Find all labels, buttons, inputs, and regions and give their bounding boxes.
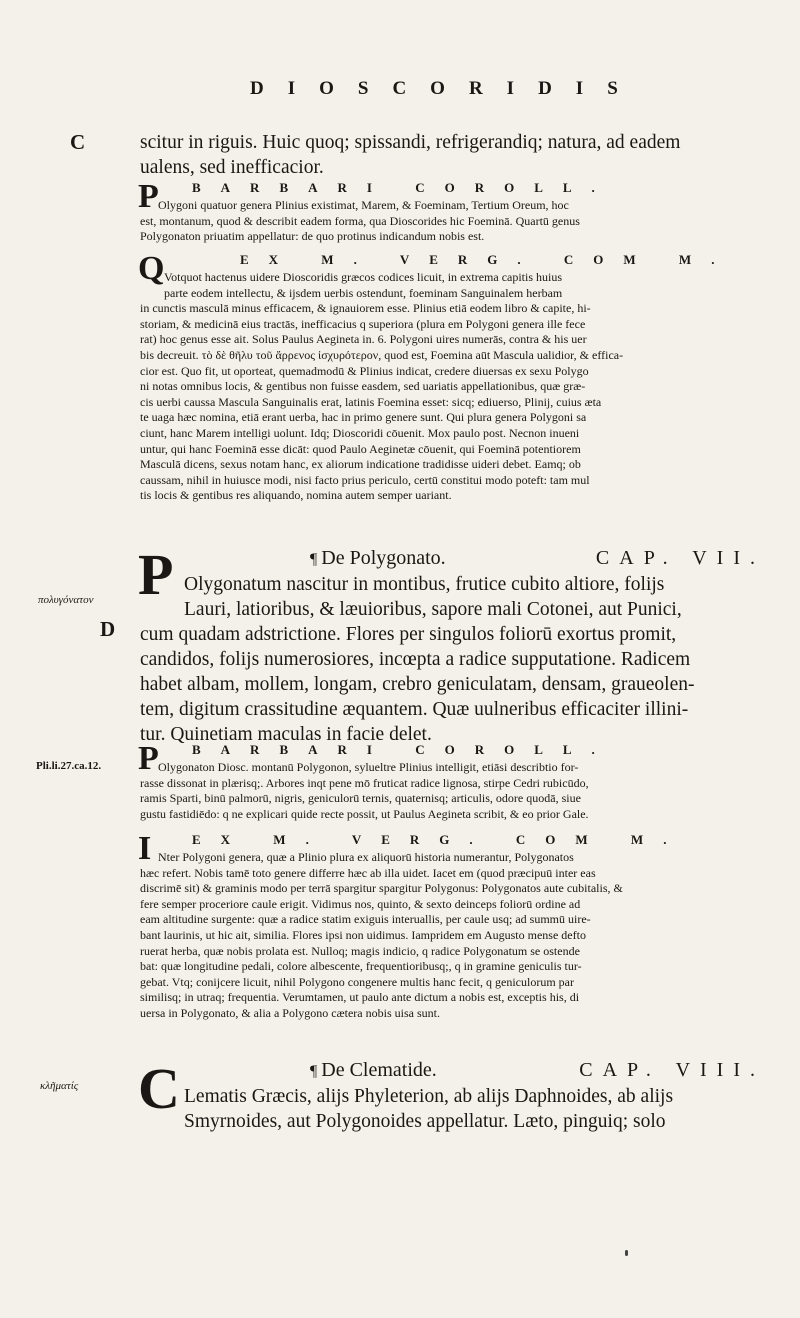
dropcap-p: P [138, 740, 159, 777]
text-line: ni notas omnibus locis, & gentibus non fuisse easdem, sed uariatis appellationibus, quæ græ- [140, 379, 586, 394]
running-header: DIOSCORIDIS [250, 78, 642, 99]
section-heading: BARBARI COROLL. [192, 742, 615, 757]
text-line: Votquot hactenus uidere Dioscoridis græcos codices licuit, in extrema capitis huius [164, 270, 563, 284]
text-line: uersa in Polygonato, & alia a Polygono cætera nobis uisa sunt. [140, 1005, 440, 1020]
text-line: gebat. Vtq; conijcere licuit, nihil Polygono congenere multis hanc fecit, q geniculorum par [140, 974, 574, 989]
chapter-number: CAP. VII. [595, 547, 765, 569]
commentary-section-1 [140, 252, 770, 504]
text-line: fere semper proceriore caule erigit. Vidimus nos, quinto, & sexto deinceps foliorū ordine ad [140, 896, 581, 911]
barbari-text-2 [140, 760, 770, 822]
commentary-text-2 [140, 850, 770, 1022]
text-line: bat: quæ longitudine pedali, colore albescente, frequentioribusq;, q in gramine geniculis tur- [140, 959, 582, 974]
intro-block [140, 130, 770, 180]
text-line: tis locis & gentibus res aliquando, nomina autem semper uariant. [140, 488, 452, 503]
text-line: Polygonaton priuatim appellatur: de quo protinus indicandum nobis est. [140, 229, 485, 244]
commentary-text-1 [140, 270, 770, 504]
dropcap-p-chapter: P [138, 542, 174, 607]
text-line: discrimē sit) & graminis modo per terrā spargitur spargitur Polygonus: Polygonatos aute cubitalis, & [140, 881, 623, 896]
margin-greek-klematis: κλῆματίς [40, 1080, 79, 1092]
section-heading: EX M. VERG. COM M. [240, 252, 735, 267]
dropcap-q: Q [138, 250, 165, 287]
barbari-text-1 [140, 198, 770, 245]
text-line: storiam, & medicinā eius tractās, inefficacius q superiora (plura em Polygoni genera ille fece [140, 316, 586, 331]
text-line: Lematis Græcis, alijs Phyleterion, ab alijs Daphnoides, ab alijs [184, 1086, 674, 1107]
text-line: cum quadam adstrictione. Flores per singulos foliorū exortus promit, [140, 624, 677, 645]
ink-mark [625, 1250, 628, 1256]
text-line: Olygonaton Diosc. montanū Polygonon, sylueltre Plinius intelligit, etiāsi describtio for- [158, 760, 579, 774]
text-line: parte eodem intellectu, & ijsdem uerbis ostendunt, foeminam Sanguinalem herbam [164, 285, 563, 300]
margin-letter-d: D [100, 617, 116, 641]
text-line: habet albam, mollem, longam, crebro geniculatam, densam, graueolen- [140, 674, 695, 695]
chapter-clematide [140, 1058, 770, 1134]
text-line: Nter Polygoni genera, quæ a Plinio plura ex aliquorū historia numerantur, Polygonatos [158, 850, 574, 864]
chapter-polygonato [138, 542, 770, 747]
text-line: untur, qui hanc Foeminā esse dicāt: quod Paulo Aeginetæ cōuenit, qui Foeminā potentiorem [140, 441, 581, 456]
text-line: Smyrnoides, aut Polygonoides appellatur. Læto, pinguiq; solo [184, 1111, 666, 1132]
text-line: bis decreuit. τὸ δὲ θῆλυ τοῦ ἄρρενος ἰσχυρότερον, quod est, Foemina aūt Mascula ualidior, & effica- [140, 347, 624, 362]
margin-letter-c: C [70, 130, 86, 154]
text-line: hæc refert. Nobis tamē toto genere differre hæc ab illa uidet. Iacet em (quod præcipuū inter eas [140, 865, 596, 880]
chapter-text [140, 1084, 770, 1134]
text-line: te uaga hæc nomina, etiā erant uerba, hac in primo genere sunt. Qui plura genera Polygoni sa [140, 410, 587, 425]
margin-pliny-reference: Pli.li.27.ca.12. [36, 760, 102, 772]
text-line: gustu fastidiēdo: q ne explicari quide recte possit, ut Paulus Aegineta scribit, & eo prior Gale. [140, 806, 589, 821]
text-line: eam altitudine surgente: quæ a radice statim exiguis interuallis, per caule usq; ad summū uire- [140, 912, 591, 927]
chapter-heading [140, 1058, 765, 1084]
text-line: tem, digitum crassitudine æquantem. Quæ uulneribus efficaciter illini- [140, 699, 689, 720]
text-line: est, montanum, quod & describit eadem forma, qua Dioscorides hic Foeminā. Quartū genus [140, 213, 580, 228]
barbari-section-1 [140, 180, 770, 245]
text-line: Lauri, latioribus, & læuioribus, sapore mali Cotonei, aut Punici, [184, 599, 682, 620]
chapter-number: CAP. VIII. [579, 1059, 765, 1081]
text-line: tur. Quinetiam maculas in facie delet. [140, 724, 432, 745]
intro-line-2: ualens, sed inefficacior. [140, 157, 324, 178]
text-line: cior est. Quo fit, ut oporteat, quemadmodū & Plinius indicat, credere diuersas ex sexu Polygo [140, 363, 589, 378]
text-line: Masculā dicens, sexus notam hanc, ex aliorum indicatione tradidisse uideri debet. Eamq; ob [140, 457, 581, 472]
chapter-title: ¶ De Clematide. [310, 1059, 437, 1081]
margin-greek-polygonaton: πολυγόνατον [38, 594, 94, 606]
barbari-section-2 [140, 742, 770, 822]
dropcap-p: P [138, 178, 159, 215]
intro-line-1: scitur in riguis. Huic quoq; spissandi, refrigerandiq; natura, ad eadem [140, 132, 681, 153]
text-line: Olygonatum nascitur in montibus, frutice cubito altiore, folijs [184, 574, 665, 595]
text-line: cis uerbi caussa Mascula Sanguinalis erat, latinis Foemina esset: sicq; ediuerso, Plinij, cuius æta [140, 394, 602, 409]
text-line: rasse dissonat in plærisq;. Arbores inqt pene mō fruticat radice lignosa, stirpe Cedri rubicūdo, [140, 775, 589, 790]
section-heading: BARBARI COROLL. [192, 180, 615, 195]
text-line: bant laurinis, ut hic ait, similia. Flores ipsi non uidimus. Iampridem em Augusto mense defto [140, 927, 586, 942]
text-line: ramis Sparti, binū palmorū, nigris, geniculorū ternis, quaternisq; articulis, odore quodā, siue [140, 791, 581, 806]
text-line: Olygoni quatuor genera Plinius existimat, Marem, & Foeminam, Tertium Oreum, hoc [158, 198, 569, 212]
text-line: in cunctis masculā minus efficacem, & ignauiorem esse. Plinius etiā eodem libro & capite, hi- [140, 301, 591, 316]
text-line: candidos, folijs numerosiores, incœpta a radice supputatione. Radicem [140, 649, 691, 670]
text-line: ruerat herba, quæ nobis prolata est. Nulloq; magis indicio, q radice Polygonatum se ostende [140, 943, 580, 958]
text-line: similisq; in utraq; frequentia. Verumtamen, ut paulo ante dictum a nobis est, exceptis his, di [140, 990, 580, 1005]
chapter-heading [140, 546, 765, 572]
chapter-text [140, 572, 770, 747]
text-line: rat) hoc genus esse ait. Solus Paulus Aegineta in. 6. Polygoni uires numerās, contra & his uer [140, 332, 587, 347]
chapter-title: ¶ De Polygonato. [310, 547, 446, 569]
commentary-section-2 [140, 832, 770, 1022]
dropcap-c-chapter: C [138, 1056, 180, 1121]
dropcap-i: I [138, 830, 152, 867]
text-line: caussam, nihil in huiusce modi, nisi facto prius periculo, certū constitui modo poteft: tam mul [140, 472, 590, 487]
text-line: ciunt, hanc Marem intelligi uolunt. Idq; Dioscoridi cōuenit. Mox paulo post. Necnon inueni [140, 425, 580, 440]
section-heading: EX M. VERG. COM M. [192, 832, 687, 847]
